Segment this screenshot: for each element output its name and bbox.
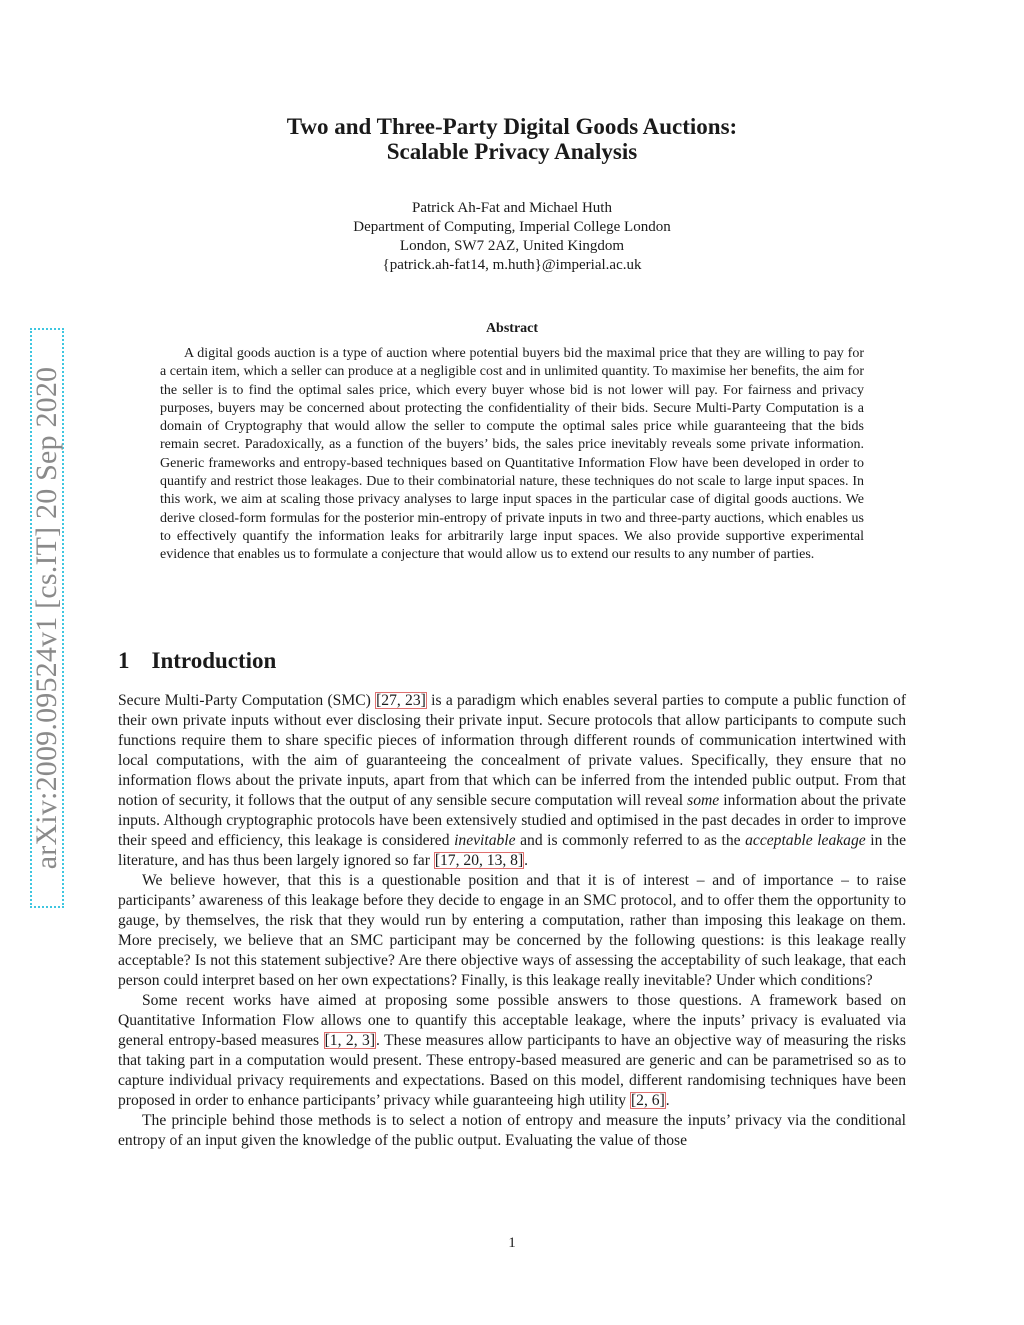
page-number: 1 (508, 1235, 516, 1251)
section-number: 1 (118, 648, 130, 673)
paragraph-1-text-f: . (524, 852, 529, 869)
paragraph-3 (118, 991, 906, 1111)
section-heading (118, 648, 276, 674)
introduction-body (118, 691, 906, 1151)
citation-link[interactable]: [2, 6] (630, 1092, 665, 1109)
section-title: Introduction (151, 648, 277, 673)
paragraph-2: We believe however, that this is a questionable position and that it is of interest – and of importance – to raise participants’ awareness of this leakage before they decide to engage in an SMC protocol, and to offer them the opportunity to gauge, by themselves, the risk that they would run by entering a computation, rather than imposing this leakage on them. More precisely, we believe that an SMC participant may be concerned by the following questions: is this leakage really acceptable? Is not this statement subjective? Are there objective ways of assessing the acceptability of such leakage, that each person could interpret based on her own expectations? Finally, is this leakage really inevitable? Under which conditions? (118, 872, 906, 989)
paragraph-1 (118, 691, 906, 871)
paragraph-3-text-c: . (665, 1092, 670, 1109)
paragraph-3-text-b: . These measures allow participants to have an objective way of measuring the risks that taking part in a computation would present. These entropy-based measured are generic and can be parametrised so as to capture individual privacy requirements and expectations. Based on this model, different randomising techniques have been proposed in order to enhance participants’ privacy while guaranteeing high utility (118, 1032, 906, 1109)
author-email: {patrick.ah-fat14, m.huth}@imperial.ac.uk (382, 257, 642, 273)
paragraph-1-text-d: and is commonly referred to as the (515, 832, 746, 849)
paragraph-1-text-c: information about the private inputs. Although cryptographic protocols have been extensively studied and optimised in the past decades in order to improve their speed and efficiency, this leakage is considered (118, 792, 906, 849)
author-affiliation: Department of Computing, Imperial College London (353, 219, 671, 235)
author-names: Patrick Ah-Fat and Michael Huth (412, 200, 612, 216)
arxiv-identifier[interactable]: arXiv:2009.09524v1 [cs.IT] 20 Sep 2020 (30, 366, 63, 870)
paper-title (0, 114, 1024, 164)
paragraph-1-text-a: Secure Multi-Party Computation (SMC) (118, 692, 376, 709)
citation-link[interactable]: [17, 20, 13, 8] (434, 852, 524, 869)
author-block (0, 199, 1024, 275)
paper-title-line-1: Two and Three-Party Digital Goods Auctions: (286, 114, 738, 139)
emphasis-acceptable-leakage: acceptable leakage (745, 832, 866, 849)
emphasis-some: some (687, 792, 720, 809)
citation-link[interactable]: [27, 23] (376, 692, 426, 709)
abstract-text: A digital goods auction is a type of auction where potential buyers bid the maximal price that they are willing to pay for a certain item, which a seller can produce at a negligible cost and in unlimited quantity. To maximise her benefits, the aim for the seller is to find the optimal sales price, which every buyer whose bid is not lower will pay. For fairness and privacy purposes, buyers may be concerned about protecting the confidentiality of their bids. Secure Multi-Party Computation is a domain of Cryptography that would allow the seller to compute the optimal sales price while guaranteeing that the bids remain secret. Paradoxically, as a function of the buyers’ bids, the sales price inevitably reveals some private information. Generic frameworks and entropy-based techniques based on Quantitative Information Flow have been developed in order to quantify and restrict those leakages. Due to their combinatorial nature, these techniques do not scale to large input spaces. In this work, we aim at scaling those privacy analyses to large input spaces in the particular case of digital goods auctions. We derive closed-form formulas for the posterior min-entropy of private inputs in two and three-party auctions, which enables us to effectively quantify the information leaks for arbitrarily large input spaces. We also provide supportive experimental evidence that enables us to formulate a conjecture that would allow us to extend our results to any number of parties. (160, 346, 864, 563)
paragraph-1-text-e: in the literature, and has thus been largely ignored so far (118, 832, 906, 869)
paragraph-1-text-b: is a paradigm which enables several parties to compute a public function of their own private inputs without ever disclosing their private input. Secure protocols that allow participants to compute such functions require them to share specific pieces of information through different rounds of communication intertwined with local computations, with the aim of guaranteeing the concealment of private values. Specifically, they ensure that no information flows about the private inputs, apart from that which can be inferred from the intended public output. From that notion of security, it follows that the output of any sensible secure computation will reveal (118, 692, 907, 809)
paper-title-line-2: Scalable Privacy Analysis (386, 139, 638, 164)
emphasis-inevitable: inevitable (454, 832, 516, 849)
paragraph-3-text-a: Some recent works have aimed at proposing some possible answers to those questions. A framework based on Quantitative Information Flow allows one to quantify this acceptable leakage, where the inputs’ privacy is evaluated via general entropy-based measures (118, 992, 906, 1049)
arxiv-sidebar-stamp[interactable] (30, 328, 64, 908)
author-address: London, SW7 2AZ, United Kingdom (399, 238, 625, 254)
citation-link[interactable]: [1, 2, 3] (324, 1032, 376, 1049)
paragraph-4: The principle behind those methods is to select a notion of entropy and measure the inputs’ privacy via the conditional entropy of an input given the knowledge of the public output. Evaluating the value of those (118, 1112, 906, 1149)
abstract-heading: Abstract (485, 321, 539, 336)
